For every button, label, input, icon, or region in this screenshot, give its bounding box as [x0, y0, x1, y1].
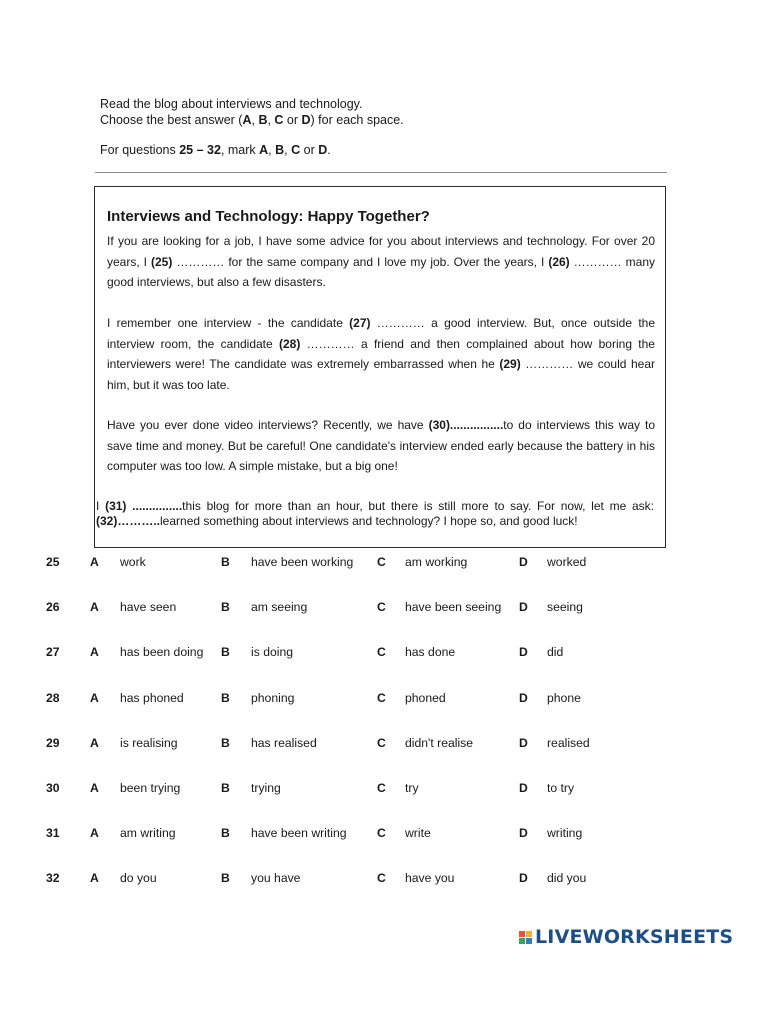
option-text-a[interactable]: is realising [120, 735, 178, 750]
option-text-b[interactable]: has realised [251, 735, 317, 750]
paragraph-text: ………… a good interview. But, once outside the interview room, the candidate [107, 316, 655, 351]
option-text-c[interactable]: write [405, 826, 431, 841]
option-text-d[interactable]: worked [547, 555, 587, 569]
text-part: , [268, 143, 276, 157]
gap-number: (30)................ [428, 418, 504, 432]
text-part: ) for each space. [310, 113, 404, 127]
question-number: 26 [46, 600, 60, 615]
option-text-a[interactable]: have seen [120, 600, 177, 615]
text-part: . [327, 143, 331, 157]
option-letter-d: D [519, 826, 528, 841]
logo-square [519, 931, 525, 937]
option-text-b[interactable]: have been working [251, 555, 354, 569]
option-letter-a: A [90, 645, 99, 660]
option-text-d[interactable]: phone [547, 690, 581, 705]
option-text-c[interactable]: has done [405, 645, 456, 660]
option-text-c[interactable]: phoned [405, 690, 446, 705]
option-letter-a: A [90, 826, 99, 841]
question-number: 27 [46, 645, 60, 660]
option-letter-c: C [377, 555, 386, 569]
text-part: , [251, 113, 259, 127]
blog-paragraph [107, 415, 655, 477]
question-number: 32 [46, 871, 60, 886]
option-letter-d: D [519, 555, 528, 569]
option-letter-c: C [377, 781, 386, 795]
blog-title: Interviews and Technology: Happy Together? [107, 208, 430, 225]
gap-number: (27) [349, 316, 371, 330]
gap-number: (26) [548, 254, 570, 269]
option-letter-d: D [519, 600, 528, 615]
option-letter-b: B [221, 555, 230, 569]
option-b-label: B [275, 143, 285, 157]
option-d-label: D [318, 143, 328, 157]
blog-paragraph [107, 313, 655, 395]
option-text-c[interactable]: am working [405, 555, 468, 569]
option-text-b[interactable]: am seeing [251, 600, 308, 615]
blog-paragraph [107, 231, 655, 293]
question-number: 25 [46, 555, 60, 569]
option-text-c[interactable]: have you [405, 871, 455, 886]
option-text-a[interactable]: been trying [120, 781, 181, 795]
option-letter-d: D [519, 690, 528, 705]
paragraph-text: Have you ever done video interviews? Recently, we have [107, 418, 429, 432]
logo-square [519, 938, 525, 944]
option-letter-c: C [377, 645, 386, 660]
logo-text: LIVEWORKSHEETS [535, 926, 734, 948]
paragraph-text: to do interviews this way to save time and money. But be careful! One candidate's interview ended early because the battery in his computer was too low. A simple mistake, but a big one! [107, 418, 655, 473]
option-letter-b: B [221, 600, 230, 615]
option-b-label: B [258, 113, 268, 127]
option-letter-c: C [377, 735, 386, 750]
option-letter-a: A [90, 871, 99, 886]
option-letter-b: B [221, 645, 230, 660]
option-text-b[interactable]: trying [251, 781, 281, 795]
logo-square [526, 931, 532, 937]
option-text-a[interactable]: has phoned [120, 690, 184, 705]
option-text-c[interactable]: have been seeing [405, 600, 502, 615]
option-letter-d: D [519, 735, 528, 750]
option-text-d[interactable]: to try [547, 781, 575, 795]
option-text-a[interactable]: am writing [120, 826, 176, 841]
question-number: 30 [46, 781, 60, 795]
text-part: , [267, 113, 275, 127]
instruction-line-3 [100, 142, 331, 158]
option-letter-d: D [519, 871, 528, 886]
option-text-d[interactable]: seeing [547, 600, 583, 615]
paragraph-text: learned something about interviews and technology? I hope so, and good luck! [160, 514, 578, 528]
paragraph-text: ………… we could hear him, but it was too late. [107, 357, 655, 392]
option-letter-c: C [377, 690, 386, 705]
text-part: or [300, 143, 319, 157]
paragraph-text: ………… a friend and then complained about how boring the interviewers were! The candidate was extremely embarrassed when he [107, 336, 655, 371]
option-letter-a: A [90, 690, 99, 705]
text-part: , mark [220, 143, 260, 157]
gap-number: (32)……….. [96, 514, 161, 528]
option-text-b[interactable]: have been writing [251, 826, 347, 841]
logo-icon [519, 931, 532, 944]
text-part: For questions [100, 143, 180, 157]
option-text-a[interactable]: has been doing [120, 645, 204, 660]
option-a-label: A [259, 143, 269, 157]
gap-number: (29) [499, 357, 521, 371]
paragraph-text: ………… many good interviews, but also a few disasters. [107, 254, 655, 289]
option-letter-d: D [519, 781, 528, 795]
option-text-d[interactable]: writing [547, 826, 583, 841]
option-letter-c: C [377, 871, 386, 886]
gap-number: (28) [279, 336, 301, 351]
liveworksheets-logo [519, 925, 733, 949]
option-text-d[interactable]: did you [547, 871, 587, 886]
question-number: 31 [46, 826, 60, 841]
option-text-a[interactable]: do you [120, 871, 157, 886]
option-letter-c: C [377, 826, 386, 841]
option-letter-b: B [221, 826, 230, 841]
question-range: 25 – 32 [179, 143, 221, 157]
option-text-b[interactable]: you have [251, 871, 301, 886]
question-number: 29 [46, 735, 60, 750]
option-text-c[interactable]: didn't realise [405, 735, 474, 750]
option-c-label: C [274, 113, 284, 127]
option-text-c[interactable]: try [405, 781, 419, 795]
text-part: Choose the best answer ( [100, 113, 243, 127]
option-letter-a: A [90, 600, 99, 615]
option-a-label: A [242, 113, 252, 127]
option-text-b[interactable]: is doing [251, 645, 294, 660]
option-letter-b: B [221, 871, 230, 886]
gap-number: (31) ............... [105, 499, 183, 513]
instruction-line-2 [100, 112, 404, 128]
option-letter-b: B [221, 735, 230, 750]
gap-number: (25) [151, 254, 173, 269]
question-number: 28 [46, 690, 60, 705]
option-text-b[interactable]: phoning [251, 690, 295, 705]
option-c-label: C [291, 143, 301, 157]
option-letter-a: A [90, 555, 99, 569]
blog-paragraph [96, 499, 654, 529]
text-part: , [284, 143, 292, 157]
paragraph-text: ………… for the same company and I love my job. Over the years, I [172, 254, 549, 269]
instruction-line-1: Read the blog about interviews and technology. [100, 97, 363, 111]
option-letter-a: A [90, 735, 99, 750]
text-part: or [283, 113, 302, 127]
paragraph-text: I remember one interview - the candidate [107, 316, 350, 330]
option-letter-b: B [221, 690, 230, 705]
paragraph-text: I [96, 499, 106, 513]
option-text-d[interactable]: did [547, 645, 564, 660]
paragraph-text: If you are looking for a job, I have some advice for you about interviews and technology. For over 20 years, I [107, 234, 655, 269]
option-letter-a: A [90, 781, 99, 795]
option-text-d[interactable]: realised [547, 735, 590, 750]
option-letter-c: C [377, 600, 386, 615]
divider [95, 172, 667, 173]
paragraph-text: this blog for more than an hour, but there is still more to say. For now, let me ask: [182, 499, 655, 513]
option-d-label: D [301, 113, 311, 127]
option-text-a[interactable]: work [120, 555, 146, 569]
logo-square [526, 938, 532, 944]
option-letter-b: B [221, 781, 230, 795]
option-letter-d: D [519, 645, 528, 660]
